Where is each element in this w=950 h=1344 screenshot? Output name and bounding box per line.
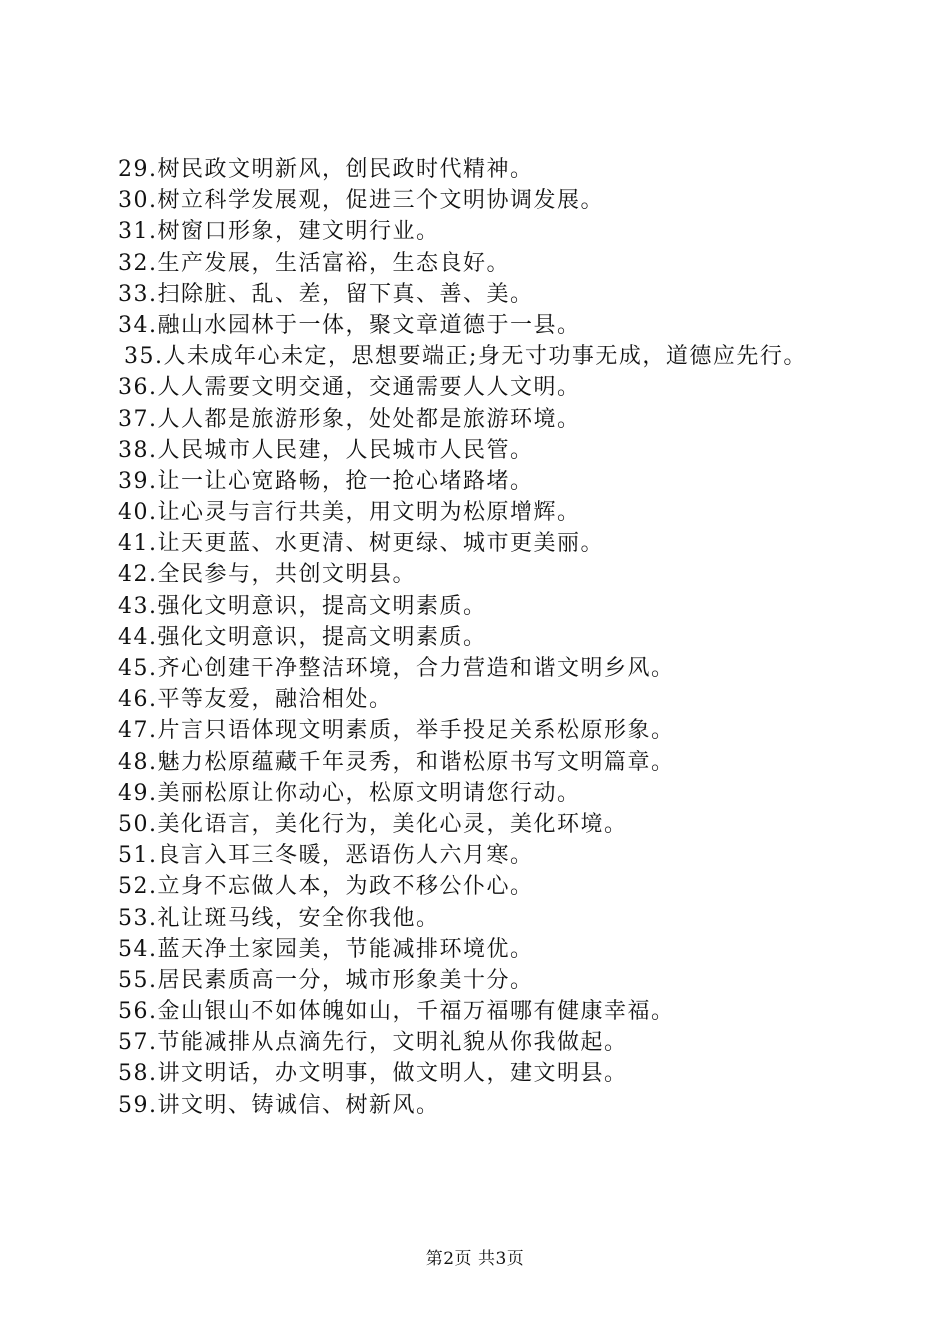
- slogan-item: 41.让天更蓝、水更清、树更绿、城市更美丽。: [118, 531, 604, 557]
- slogan-item: 31.树窗口形象，建文明行业。: [118, 219, 440, 245]
- slogan-item: 33.扫除脏、乱、差，留下真、善、美。: [118, 281, 534, 307]
- slogan-item: 42.全民参与，共创文明县。: [118, 562, 416, 588]
- slogan-list-bottom: [118, 372, 838, 1121]
- slogan-item: 46.平等友爱，融洽相处。: [118, 687, 393, 713]
- slogan-item: 38.人民城市人民建，人民城市人民管。: [118, 437, 534, 463]
- slogan-item: 49.美丽松原让你动心，松原文明请您行动。: [118, 780, 581, 806]
- slogan-item: 48.魅力松原蕴藏千年灵秀，和谐松原书写文明篇章。: [118, 749, 675, 775]
- slogan-item: 40.让心灵与言行共美，用文明为松原增辉。: [118, 500, 581, 526]
- slogan-item: 50.美化语言，美化行为，美化心灵，美化环境。: [118, 811, 628, 837]
- slogan-item: 43.强化文明意识，提高文明素质。: [118, 593, 487, 619]
- document-body: [118, 154, 838, 1121]
- slogan-item: 51.良言入耳三冬暖，恶语伤人六月寒。: [118, 843, 534, 869]
- slogan-item: 37.人人都是旅游形象，处处都是旅游环境。: [118, 406, 581, 432]
- slogan-item: 34.融山水园林于一体，聚文章道德于一县。: [118, 312, 581, 338]
- slogan-item: 29.树民政文明新风，创民政时代精神。: [118, 157, 534, 182]
- slogan-item: 36.人人需要文明交通，交通需要人人文明。: [118, 375, 581, 401]
- page-footer: 第2页 共3页: [425, 1249, 525, 1269]
- slogan-item: 32.生产发展，生活富裕，生态良好。: [118, 250, 510, 276]
- slogan-item: 59.讲文明、铸诚信、树新风。: [118, 1092, 440, 1118]
- slogan-item: 47.片言只语体现文明素质，举手投足关系松原形象。: [118, 718, 675, 744]
- slogan-item: 55.居民素质高一分，城市形象美十分。: [118, 967, 534, 993]
- slogan-item: 45.齐心创建干净整洁环境，合力营造和谐文明乡风。: [118, 656, 675, 682]
- slogan-item: 56.金山银山不如体魄如山，千福万福哪有健康幸福。: [118, 999, 675, 1025]
- slogan-item: 57.节能减排从点滴先行，文明礼貌从你我做起。: [118, 1030, 628, 1056]
- slogan-item: 44.强化文明意识，提高文明素质。: [118, 624, 487, 650]
- slogan-item: 54.蓝天净土家园美，节能减排环境优。: [118, 936, 534, 962]
- slogan-item: 39.让一让心宽路畅，抢一抢心堵路堵。: [118, 468, 534, 494]
- slogan-item-35: 35.人未成年心未定，思想要端正;身无寸功事无成，道德应先行。: [124, 344, 807, 370]
- slogan-item: 53.礼让斑马线，安全你我他。: [118, 905, 440, 931]
- slogan-item: 30.树立科学发展观，促进三个文明协调发展。: [118, 188, 604, 214]
- slogan-item: 52.立身不忘做人本，为政不移公仆心。: [118, 874, 534, 900]
- slogan-item: 58.讲文明话，办文明事，做文明人，建文明县。: [118, 1061, 628, 1087]
- slogan-list-top: [118, 154, 838, 341]
